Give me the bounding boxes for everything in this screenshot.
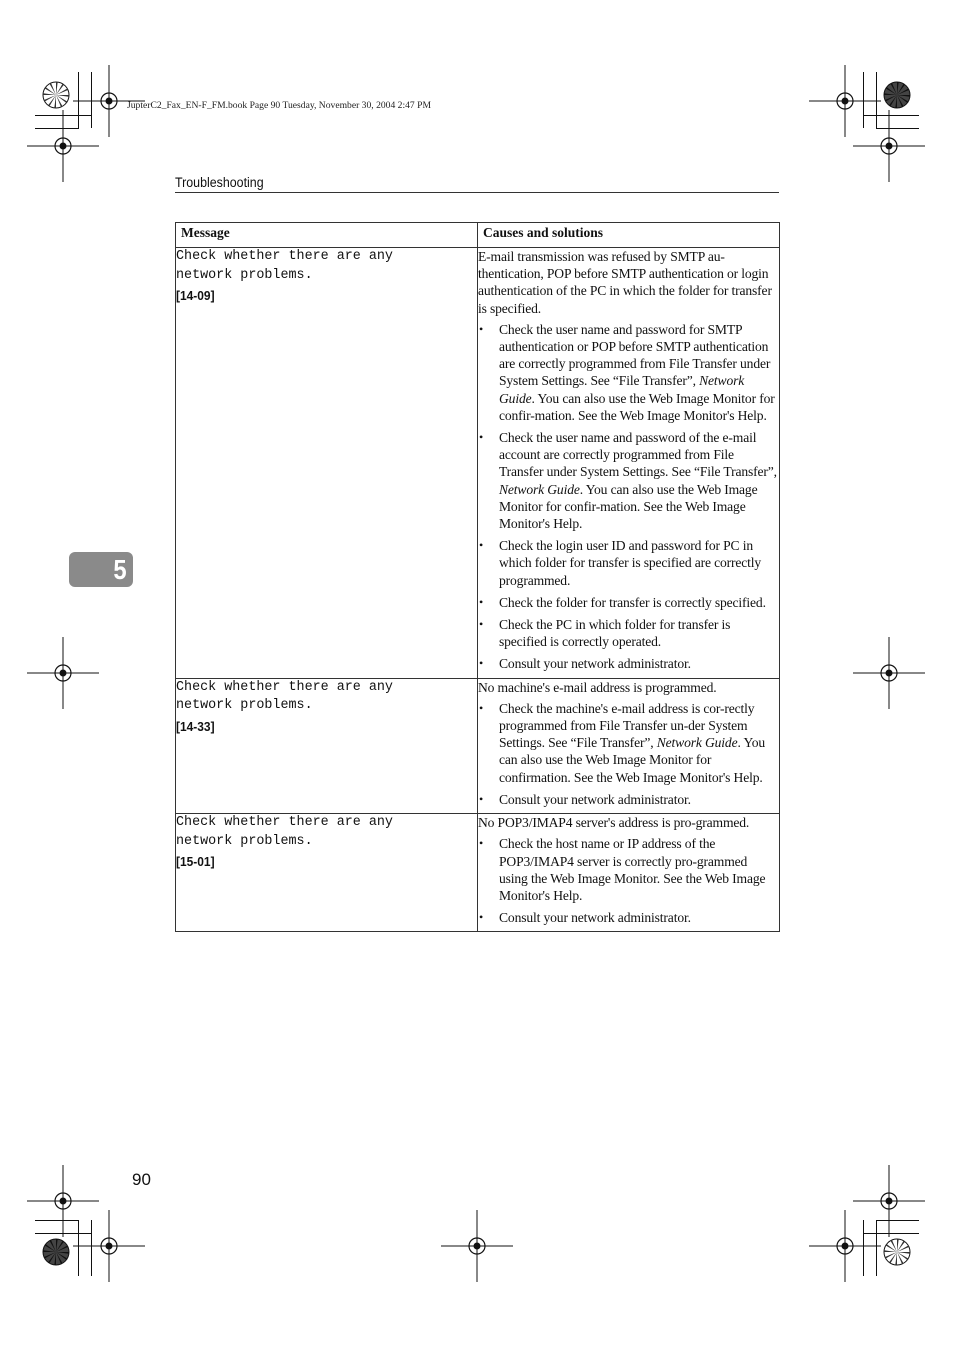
- registration-target-icon: [853, 637, 925, 709]
- solution-item: [478, 909, 779, 926]
- registration-target-icon: [853, 1165, 925, 1237]
- error-code: [14-33]: [176, 718, 215, 734]
- color-bar-starburst-icon: [883, 81, 911, 109]
- message-cell: [176, 248, 478, 679]
- solution-text: Check the PC in which folder for transfer is specified is correctly operated.: [499, 617, 731, 650]
- solution-item: [478, 655, 779, 672]
- bullet-icon: •: [479, 791, 484, 806]
- registration-target-icon: [27, 1165, 99, 1237]
- error-code: [15-01]: [176, 854, 215, 870]
- solution-text: Check the machine's e-mail address is cor-rectly programmed from File Transfer un-der System Settings. See “File Transfer”,: [499, 700, 755, 751]
- solution-list: [478, 835, 779, 926]
- bullet-icon: •: [479, 836, 484, 851]
- guide-reference: Network Guide: [656, 735, 738, 751]
- cause-text: No machine's e-mail address is programmed.: [478, 679, 717, 695]
- registration-target-icon: [853, 110, 925, 182]
- bullet-icon: •: [479, 430, 484, 445]
- message-cell: [176, 814, 478, 932]
- cause-text: E-mail transmission was refused by SMTP au-thentication, POP before SMTP authentication or login authentication of the PC in which the folder for transfer is specified.: [478, 249, 772, 316]
- bullet-icon: •: [479, 910, 484, 925]
- solution-text-cont: . You can also use the Web Image Monitor for confir-mation. See the Web Image Monitor's Help.: [499, 481, 758, 532]
- cause-text: No POP3/IMAP4 server's address is pro-grammed.: [478, 815, 750, 831]
- table-header-row: [176, 223, 780, 248]
- solution-text: Consult your network administrator.: [499, 656, 691, 672]
- solution-list: [478, 321, 779, 673]
- message-text: Check whether there are any network problems.: [176, 249, 393, 283]
- solution-item: [478, 616, 779, 650]
- bullet-icon: •: [479, 538, 484, 553]
- solution-text-cont: . You can also use the Web Image Monitor for confirmation. See the Web Image Monitor's Help.: [499, 735, 766, 785]
- solution-text-cont: . You can also use the Web Image Monitor for confir-mation. See the Web Image Monitor's Help.: [499, 390, 775, 423]
- section-title: Troubleshooting: [175, 175, 264, 190]
- guide-reference: Network Guide: [499, 373, 745, 406]
- registration-target-icon: [27, 637, 99, 709]
- solution-text: Check the folder for transfer is correctly specified.: [499, 594, 766, 610]
- solution-item: [478, 835, 779, 904]
- solution-text: Consult your network administrator.: [499, 910, 691, 926]
- message-table: [175, 222, 780, 932]
- registration-target-icon: [441, 1210, 513, 1282]
- message-text: Check whether there are any network problems.: [176, 815, 393, 849]
- solution-item: [478, 594, 779, 611]
- causes-cell: [478, 248, 780, 679]
- bullet-icon: •: [479, 700, 484, 715]
- solution-text: Check the user name and password of the e-mail account are correctly programmed from File Transfer under System Settings. See “File Transfer”,: [499, 430, 777, 480]
- header-message: Message: [176, 223, 478, 248]
- table-row: [176, 814, 780, 932]
- guide-reference: Network Guide: [499, 481, 580, 497]
- registration-target-icon: [27, 110, 99, 182]
- solution-text: Check the host name or IP address of the POP3/IMAP4 server is correctly pro-grammed using the Web Image Monitor. See the Web Image Monitor's Help.: [499, 836, 766, 903]
- solution-text: Consult your network administrator.: [499, 791, 691, 807]
- table-row: [176, 678, 780, 813]
- page-number: 90: [132, 1170, 151, 1189]
- section-divider: [175, 192, 779, 193]
- solution-item: [478, 537, 779, 589]
- causes-cell: [478, 814, 780, 932]
- header-causes: Causes and solutions: [478, 223, 780, 248]
- causes-cell: [478, 678, 780, 813]
- solution-list: [478, 700, 779, 808]
- bullet-icon: •: [479, 617, 484, 632]
- solution-item: [478, 321, 779, 424]
- message-cell: [176, 678, 478, 813]
- solution-item: [478, 429, 779, 532]
- color-bar-starburst-icon: [42, 81, 70, 109]
- color-bar-starburst-icon: [883, 1238, 911, 1266]
- solution-item: [478, 700, 779, 786]
- chapter-number: 5: [113, 554, 127, 585]
- solution-text: Check the user name and password for SMTP authentication or POP before SMTP authentication are correctly programmed from File Transfer under System Settings. See “File Transfer”,: [499, 321, 771, 389]
- bullet-icon: •: [479, 656, 484, 671]
- chapter-tab: [69, 552, 133, 587]
- error-code: [14-09]: [176, 288, 215, 303]
- solution-text: Check the login user ID and password for PC in which folder for transfer is specified are correctly programmed.: [499, 538, 762, 588]
- solution-item: [478, 791, 779, 808]
- table-row: [176, 248, 780, 679]
- color-bar-starburst-icon: [42, 1238, 70, 1266]
- bullet-icon: •: [479, 321, 484, 336]
- message-text: Check whether there are any network problems.: [176, 679, 393, 714]
- file-header: JupterC2_Fax_EN-F_FM.book Page 90 Tuesday, November 30, 2004 2:47 PM: [127, 100, 431, 111]
- bullet-icon: •: [479, 594, 484, 609]
